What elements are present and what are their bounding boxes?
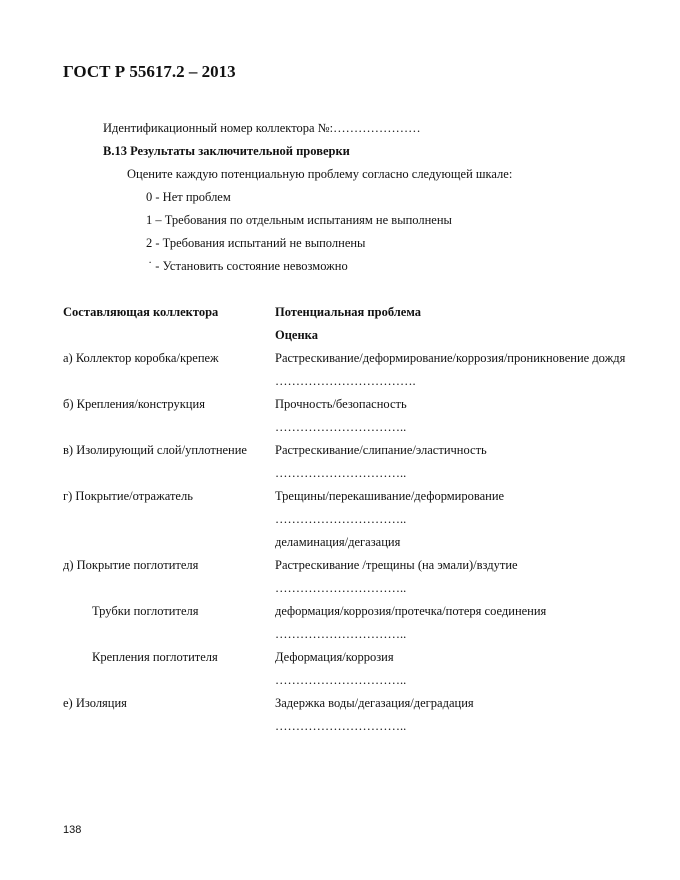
problem: Растрескивание /трещины (на эмали)/вздутие xyxy=(275,558,518,572)
problem: Растрескивание/деформирование/коррозия/проникновение дождя xyxy=(275,351,626,365)
rating-blank[interactable]: ………………………….. xyxy=(275,420,407,434)
problem: Трещины/перекашивание/деформирование xyxy=(275,489,505,503)
section-heading: B.13 Результаты заключительной проверки xyxy=(103,144,350,158)
rating-blank[interactable]: ………………………….. xyxy=(275,466,407,480)
scale-item: 0 - Нет проблем xyxy=(146,190,231,204)
column-header-component: Составляющая коллектора xyxy=(63,305,219,319)
component: Трубки поглотителя xyxy=(92,604,199,618)
id-line: Идентификационный номер коллектора №:………………… xyxy=(103,121,421,135)
column-header-rating: Оценка xyxy=(275,328,318,342)
problem: Задержка воды/дегазация/деградация xyxy=(275,696,474,710)
component: б) Крепления/конструкция xyxy=(63,397,205,411)
scale-item: ˙ - Установить состояние невозможно xyxy=(148,259,348,273)
instruction: Оцените каждую потенциальную проблему согласно следующей шкале: xyxy=(127,167,513,181)
scale-item: 1 – Требования по отдельным испытаниям не выполнены xyxy=(146,213,452,227)
rating-blank[interactable]: ………………………….. xyxy=(275,673,407,687)
rating-blank[interactable]: ………………………….. xyxy=(275,512,407,526)
problem: Деформация/коррозия xyxy=(275,650,394,664)
column-header-problem: Потенциальная проблема xyxy=(275,305,422,319)
problem: деформация/коррозия/протечка/потеря соединения xyxy=(275,604,547,618)
component: д) Покрытие поглотителя xyxy=(63,558,199,572)
problem: Прочность/безопасность xyxy=(275,397,407,411)
component: а) Коллектор коробка/крепеж xyxy=(63,351,219,365)
page-number: 138 xyxy=(63,824,82,836)
problem: Растрескивание/слипание/эластичность xyxy=(275,443,487,457)
rating-blank[interactable]: ………………………….. xyxy=(275,581,407,595)
problem: деламинация/дегазация xyxy=(275,535,401,549)
rating-blank[interactable]: ………………………….. xyxy=(275,719,407,733)
component: Крепления поглотителя xyxy=(92,650,218,664)
rating-blank[interactable]: ……………………………. xyxy=(275,374,416,388)
page-title: ГОСТ Р 55617.2 – 2013 xyxy=(63,62,236,81)
component: в) Изолирующий слой/уплотнение xyxy=(63,443,247,457)
scale-item: 2 - Требования испытаний не выполнены xyxy=(146,236,366,250)
component: е) Изоляция xyxy=(63,696,127,710)
component: г) Покрытие/отражатель xyxy=(63,489,193,503)
rating-blank[interactable]: ………………………….. xyxy=(275,627,407,641)
